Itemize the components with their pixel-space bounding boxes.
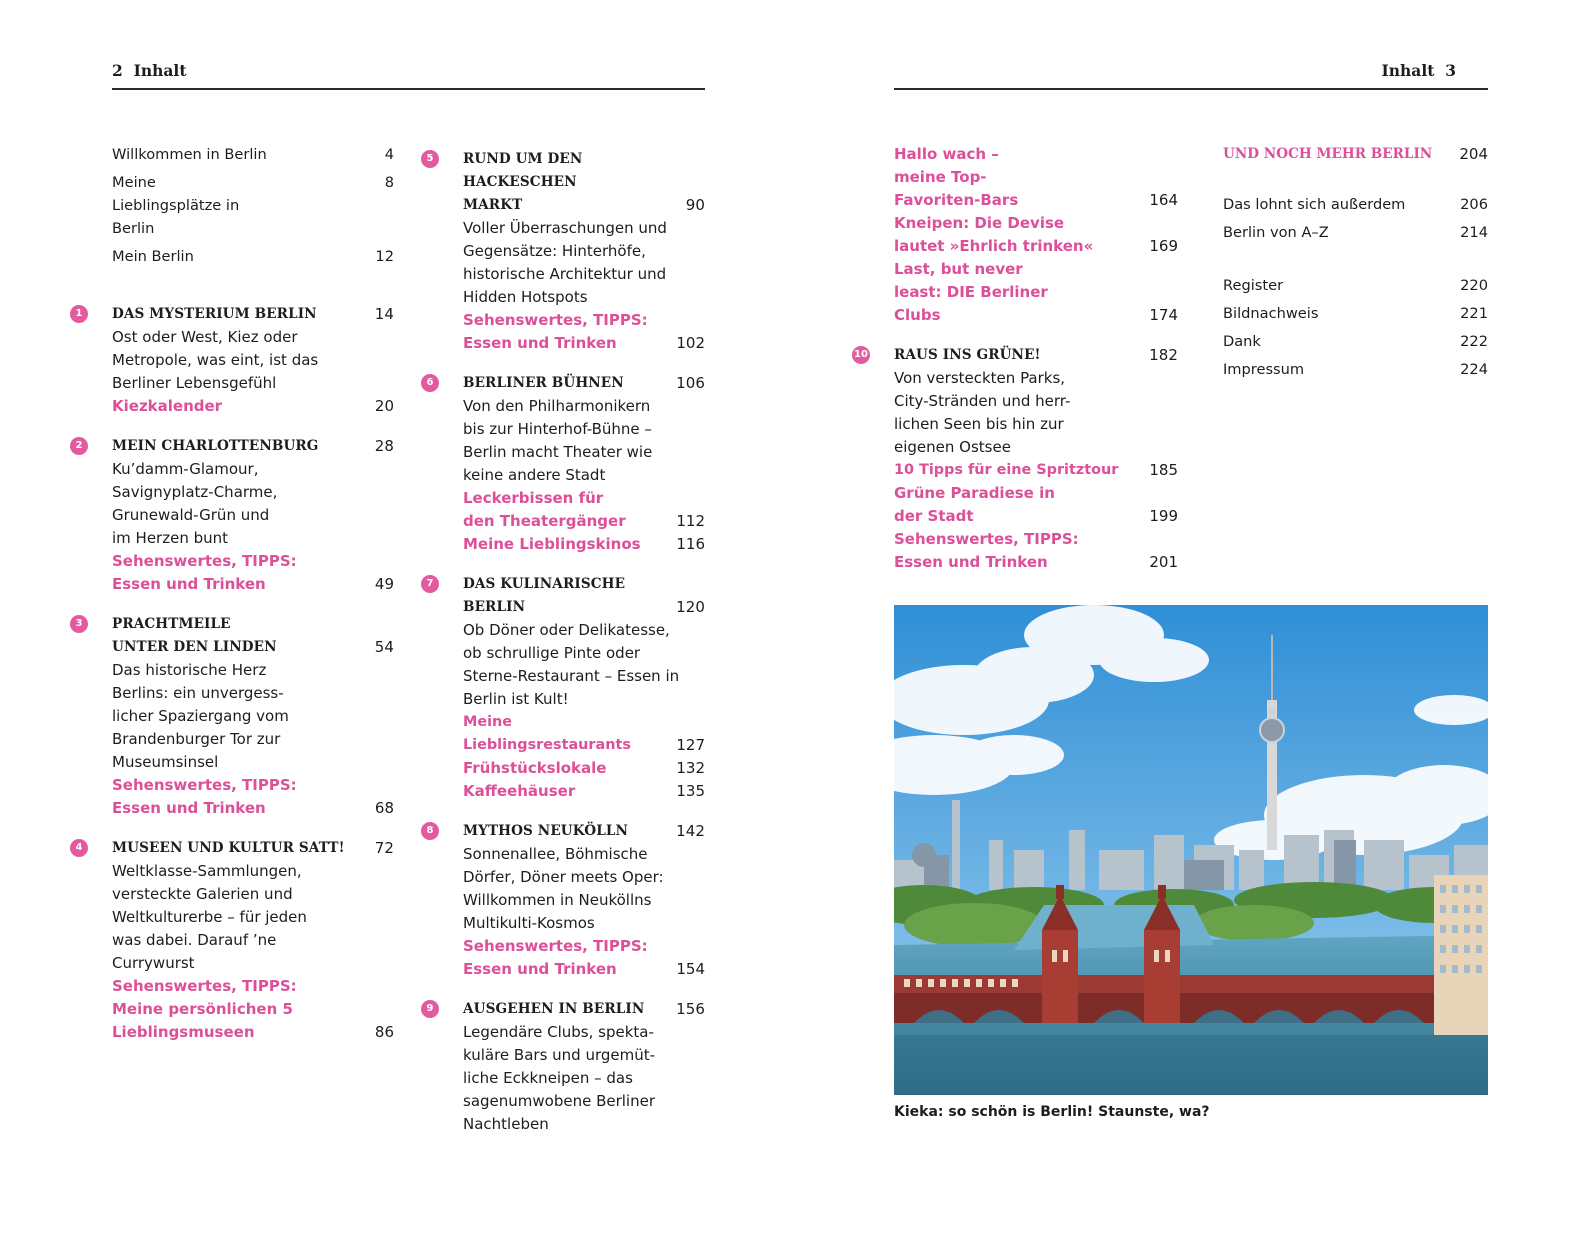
- chapter-description: Sonnenallee, Böhmische Dörfer, Döner meets Oper: Willkommen in Neuköllns Multikulti-Kosmos: [463, 845, 664, 932]
- subsection-link: Meine Lieblingsrestaurants: [463, 714, 631, 753]
- subsection-link: Sehenswertes, TIPPS: Essen und Trinken: [894, 530, 1079, 571]
- chapter-number-badge: 3: [70, 615, 88, 633]
- chapter-title: DAS MYSTERIUM BERLIN: [112, 306, 317, 322]
- toc-column-2: [421, 148, 705, 1136]
- header-rule-right: [894, 88, 1488, 90]
- subsection-link: Sehenswertes, TIPPS: Essen und Trinken: [112, 552, 297, 593]
- toc-entry[interactable]: Willkommen in Berlin 4: [112, 146, 394, 163]
- subsection-link: Hallo wach – meine Top-Favoriten-Bars: [894, 145, 1019, 209]
- subsection-link: Meine Lieblingskinos: [463, 535, 641, 553]
- header-title-right: Inhalt: [1381, 61, 1435, 80]
- chapter-4[interactable]: 4 MUSEEN UND KULTUR SATT! 72 Weltklasse-Sammlungen, versteckte Galerien und Weltkulturerbe – für jeden was dabei. Darauf ’ne Currywurst Sehenswertes, TIPPS: Meine persönlichen 5 Lieblingsmuseen 86: [112, 837, 394, 1044]
- subsection-link: Last, but never least: DIE Berliner Clubs: [894, 260, 1048, 324]
- chapter-title: RAUS INS GRÜNE!: [894, 347, 1041, 363]
- chapter-number-badge: 1: [70, 305, 88, 323]
- chapter-6[interactable]: 6 BERLINER BÜHNEN 106 Von den Philharmonikern bis zur Hinterhof-Bühne – Berlin macht Theater wie keine andere Stadt Leckerbissen für den Theatergänger 112 Meine Lieblingskinos 116: [421, 372, 705, 556]
- subsection-link: Leckerbissen für den Theatergänger: [463, 489, 626, 530]
- subsection-link: Sehenswertes, TIPPS: Essen und Trinken: [112, 776, 297, 817]
- chapter-title: MUSEEN UND KULTUR SATT!: [112, 840, 345, 856]
- chapter-number-badge: 6: [421, 374, 439, 392]
- subsection-link: Sehenswertes, TIPPS: Essen und Trinken: [463, 937, 648, 978]
- chapter-number-badge: 9: [421, 1000, 439, 1018]
- page-number-left: 2: [112, 61, 123, 80]
- chapter-number-badge: 2: [70, 437, 88, 455]
- toc-entry[interactable]: Berlin von A–Z 214: [1223, 224, 1488, 241]
- berlin-skyline-photo: [894, 605, 1488, 1095]
- chapter-description: Weltklasse-Sammlungen, versteckte Galerien und Weltkulturerbe – für jeden was dabei. Darauf ’ne Currywurst: [112, 862, 307, 972]
- chapter-description: Das historische Herz Berlins: ein unvergess-licher Spaziergang vom Brandenburger Tor zur Museumsinsel: [112, 661, 289, 771]
- chapter-title: DAS KULINARISCHE BERLIN: [463, 576, 626, 615]
- chapter-number-badge: 10: [852, 346, 870, 364]
- chapter-3[interactable]: 3 PRACHTMEILE UNTER DEN LINDEN 54 Das historische Herz Berlins: ein unvergess-licher Spaziergang vom Brandenburger Tor zur Museumsinsel Sehenswertes, TIPPS: Essen und Trinken 68: [112, 613, 394, 820]
- chapter-5[interactable]: 5 RUND UM DEN HACKESCHEN MARKT 90 Voller Überraschungen und Gegensätze: Hinterhöfe, historische Architektur und Hidden Hotspots Sehenswertes, TIPPS: Essen und Trinken 102: [421, 148, 705, 355]
- toc-entry[interactable]: Meine Lieblingsplätze in Berlin 8: [112, 174, 394, 237]
- more-berlin-section[interactable]: UND NOCH MEHR BERLIN 204: [1223, 143, 1488, 166]
- chapter-title: AUSGEHEN IN BERLIN: [463, 1001, 645, 1017]
- running-header-right: [1382, 61, 1456, 80]
- toc-entry[interactable]: Dank 222: [1223, 333, 1488, 350]
- chapter-2[interactable]: 2 MEIN CHARLOTTENBURG 28 Ku’damm-Glamour, Savignyplatz-Charme, Grunewald-Grün und im Herzen bunt Sehenswertes, TIPPS: Essen und Trinken 49: [112, 435, 394, 596]
- subsection-link: Kaffeehäuser: [463, 782, 576, 800]
- running-header-left: [112, 61, 186, 80]
- section-title: UND NOCH MEHR BERLIN: [1223, 146, 1433, 162]
- chapter-number-badge: 4: [70, 839, 88, 857]
- chapter-description: Von den Philharmonikern bis zur Hinterhof-Bühne – Berlin macht Theater wie keine andere Stadt: [463, 397, 653, 484]
- chapter-title: BERLINER BÜHNEN: [463, 375, 624, 391]
- chapter-title: MYTHOS NEUKÖLLN: [463, 823, 629, 839]
- toc-entry[interactable]: Impressum 224: [1223, 361, 1488, 378]
- toc-column-4: [1223, 143, 1488, 381]
- chapter-title: PRACHTMEILE UNTER DEN LINDEN: [112, 616, 277, 655]
- chapter-10[interactable]: 10 RAUS INS GRÜNE! 182 Von versteckten Parks, City-Stränden und herr-lichen Seen bis hin zur eigenen Ostsee 10 Tipps für eine Spritztour 185 Grüne Paradiese in der Stadt 199 Sehenswertes, TIPPS: Essen und Trinken 201: [894, 344, 1178, 574]
- chapter-title: MEIN CHARLOTTENBURG: [112, 438, 319, 454]
- subsection-link: Sehenswertes, TIPPS: Meine persönlichen 5 Lieblingsmuseen: [112, 977, 297, 1041]
- header-rule-left: [112, 88, 705, 90]
- toc-column-3: [854, 143, 1178, 574]
- chapter-7[interactable]: 7 DAS KULINARISCHE BERLIN 120 Ob Döner oder Delikatesse, ob schrullige Pinte oder Sterne-Restaurant – Essen in Berlin ist Kult! Meine Lieblingsrestaurants 127 Frühstückslokale 132 Kaffeehäuser 135: [421, 573, 705, 803]
- header-title-left: Inhalt: [133, 61, 187, 80]
- toc-entry[interactable]: Das lohnt sich außerdem 206: [1223, 196, 1488, 213]
- chapter-description: Legendäre Clubs, spekta-kuläre Bars und urgemüt-liche Eckkneipen – das sagenumwobene Berliner Nachtleben: [463, 1023, 656, 1133]
- chapter-1[interactable]: 1 DAS MYSTERIUM BERLIN 14 Ost oder West, Kiez oder Metropole, was eint, ist das Berliner Lebensgefühl Kiezkalender 20: [112, 303, 394, 418]
- chapter-9[interactable]: 9 AUSGEHEN IN BERLIN 156 Legendäre Clubs, spekta-kuläre Bars und urgemüt-liche Eckkneipen – das sagenumwobene Berliner Nachtleben: [421, 998, 705, 1136]
- chapter-description: Ob Döner oder Delikatesse, ob schrullige Pinte oder Sterne-Restaurant – Essen in Berlin ist Kult!: [463, 621, 680, 708]
- chapter-8[interactable]: 8 MYTHOS NEUKÖLLN 142 Sonnenallee, Böhmische Dörfer, Döner meets Oper: Willkommen in Neuköllns Multikulti-Kosmos Sehenswertes, TIPPS: Essen und Trinken 154: [421, 820, 705, 981]
- chapter-description: Ost oder West, Kiez oder Metropole, was eint, ist das Berliner Lebensgefühl: [112, 328, 319, 392]
- chapter-title: RUND UM DEN HACKESCHEN MARKT: [463, 151, 583, 213]
- toc-entry[interactable]: Bildnachweis 221: [1223, 305, 1488, 322]
- chapter-description: Von versteckten Parks, City-Stränden und herr-lichen Seen bis hin zur eigenen Ostsee: [894, 369, 1071, 456]
- subsection-link: 10 Tipps für eine Spritztour: [894, 462, 1119, 478]
- berlin-skyline-illustration: [894, 605, 1488, 1095]
- subsection-link: Frühstückslokale: [463, 759, 607, 777]
- chapter-9-continued[interactable]: Hallo wach – meine Top-Favoriten-Bars 164 Kneipen: Die Devise lautet »Ehrlich trinken« 169 Last, but never least: DIE Berliner Clubs 174: [894, 143, 1178, 327]
- toc-entry[interactable]: Register 220: [1223, 277, 1488, 294]
- photo-caption: Kieka: so schön is Berlin! Staunste, wa?: [894, 1104, 1210, 1120]
- toc-entry[interactable]: Mein Berlin 12: [112, 248, 394, 265]
- subsection-link: Kneipen: Die Devise lautet »Ehrlich trinken«: [894, 214, 1094, 255]
- chapter-description: Ku’damm-Glamour, Savignyplatz-Charme, Grunewald-Grün und im Herzen bunt: [112, 460, 278, 547]
- subsection-link: Sehenswertes, TIPPS: Essen und Trinken: [463, 311, 648, 352]
- subsection-link: Kiezkalender: [112, 397, 223, 415]
- subsection-link: Grüne Paradiese in der Stadt: [894, 484, 1055, 525]
- chapter-description: Voller Überraschungen und Gegensätze: Hinterhöfe, historische Architektur und Hidden Hotspots: [463, 219, 667, 306]
- chapter-number-badge: 5: [421, 150, 439, 168]
- toc-column-1: [75, 143, 394, 1044]
- chapter-number-badge: 7: [421, 575, 439, 593]
- chapter-number-badge: 8: [421, 822, 439, 840]
- page-number-right: 3: [1445, 61, 1456, 80]
